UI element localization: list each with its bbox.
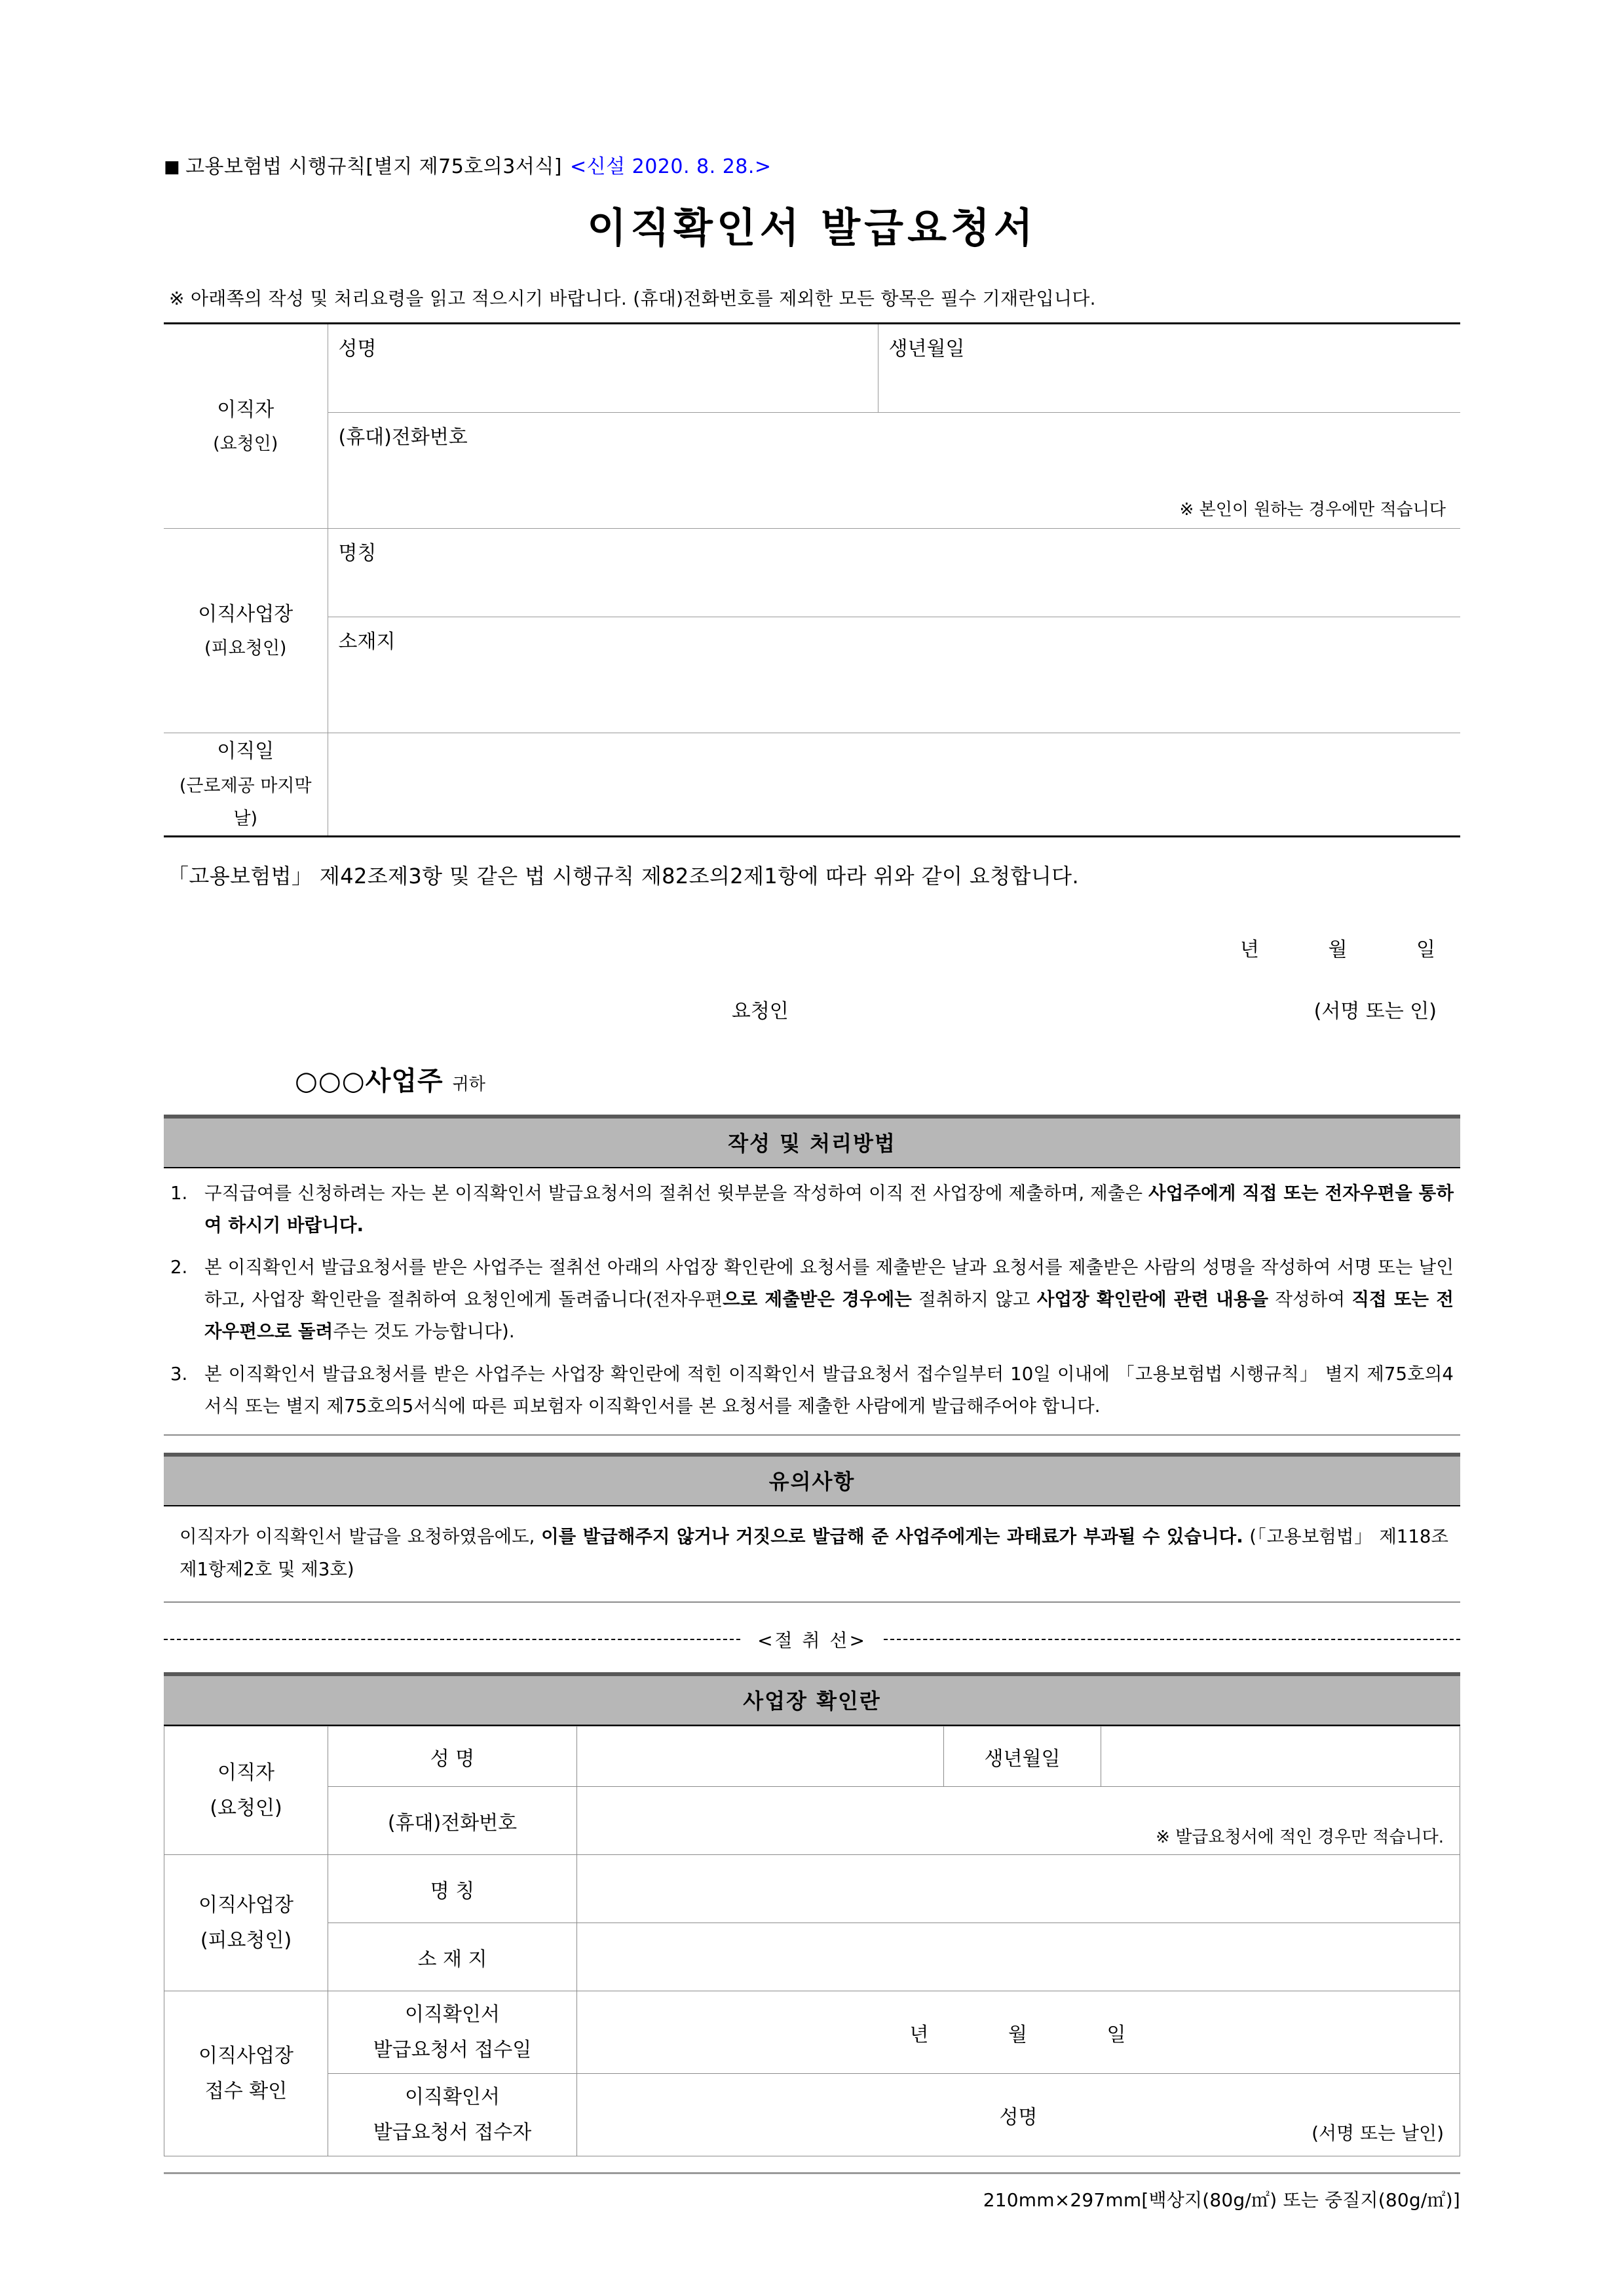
separation-sub-label: (근로제공 마지막 날): [179, 775, 312, 829]
confirm-receipt-date-label-cell: [328, 1991, 577, 2074]
confirm-workplace-label: 이직사업장: [198, 1893, 293, 1917]
list-item: [170, 1252, 1454, 1348]
applicant-phone-note: ※ 본인이 원하는 경우에만 적습니다: [1179, 500, 1446, 520]
confirm-receipt-date-label-line2: 발급요청서 접수일: [373, 2038, 532, 2061]
confirm-applicant-birth-label: 생년월일: [984, 1747, 1061, 1770]
caution-text: 이직자가 이직확인서 발급을 요청하였음에도, 이를 발급해주지 않거나 거짓으로 발급해 준 사업주에게는 과태료가 부과될 수 있습니다. (「고용보험법」 제118조제1항제2호 및 제3호): [164, 1506, 1460, 1603]
workplace-address-cell[interactable]: [328, 617, 1460, 733]
confirm-applicant-name-input[interactable]: [577, 1727, 944, 1787]
date-month-label: 월: [1328, 938, 1349, 961]
confirm-receipt-person-label-line2: 발급요청서 접수자: [373, 2120, 532, 2144]
section-header-method: 작성 및 처리방법: [164, 1115, 1460, 1168]
instruction-text: 본 이직확인서 발급요청서를 받은 사업주는 절취선 아래의 사업장 확인란에 요청서를 제출받은 날과 요청서를 제출받은 사람의 성명을 작성하여 서명 또는 날인하고, 사업장 확인란을 절취하여 요청인에게 돌려줍니다(전자우편으로 제출받은 경우에는 절취하지 않고 사업장 확인란에 관련 내용을 작성하여 직접 또는 전자우편으로 돌려주는 것도 가능합니다).: [204, 1257, 1454, 1343]
form-code-text: 고용보험법 시행규칙[별지 제75호의3서식]: [185, 155, 562, 178]
row-label-applicant: [164, 324, 328, 529]
receipt-person-name-label: 성명: [999, 2105, 1038, 2129]
form-code-line: [164, 157, 1460, 177]
applicant-name-cell[interactable]: [328, 324, 878, 413]
workplace-sub-label: (피요청인): [204, 638, 287, 659]
cut-line-dash-left: [164, 1639, 740, 1640]
applicant-birth-cell[interactable]: [878, 324, 1460, 413]
date-day-label: 일: [1416, 938, 1437, 961]
confirm-workplace-name-label: 명 칭: [430, 1879, 475, 1903]
confirm-receipt-person-label-line1: 이직확인서: [405, 2085, 500, 2109]
confirm-receipt-person-label-cell: [328, 2074, 577, 2156]
paper-spec-text-c: )]: [1445, 2189, 1460, 2211]
confirm-receipt-sub-label: 접수 확인: [204, 2079, 288, 2103]
instruction-number: 3.: [170, 1364, 188, 1385]
row-label-separation-date: [164, 733, 328, 836]
confirm-row-label-applicant: [164, 1727, 328, 1855]
separation-date-cell[interactable]: [328, 733, 1460, 836]
workplace-name-cell[interactable]: [328, 529, 1460, 617]
section-header-caution: 유의사항: [164, 1453, 1460, 1506]
instruction-number: 2.: [170, 1257, 188, 1278]
cut-line: [164, 1626, 1460, 1653]
statute-sentence: 「고용보험법」 제42조제3항 및 같은 법 시행규칙 제82조의2제1항에 따라 위와 같이 요청합니다.: [168, 863, 1080, 889]
confirm-receipt-person-input[interactable]: [577, 2074, 1460, 2156]
confirm-workplace-address-label: 소 재 지: [417, 1947, 487, 1971]
confirm-applicant-phone-label-cell: [328, 1787, 577, 1855]
instruction-text: 본 이직확인서 발급요청서를 받은 사업주는 사업장 확인란에 적힌 이직확인서 발급요청서 접수일부터 10일 이내에 「고용보험법 시행규칙」 별지 제75호의4서식 또는 별지 제75호의5서식에 따른 피보험자 이직확인서를 본 요청서를 제출한 사람에게 발급해주어야 합니다.: [204, 1364, 1454, 1417]
confirm-row-label-workplace: [164, 1855, 328, 1991]
date-line: [164, 933, 1460, 962]
paper-spec-footer: [164, 2172, 1460, 2212]
confirm-applicant-birth-label-cell: [944, 1727, 1101, 1787]
confirm-workplace-name-input[interactable]: [577, 1855, 1460, 1923]
receipt-day-label: 일: [1106, 2023, 1127, 2046]
confirm-applicant-phone-note: ※ 발급요청서에 적인 경우만 적습니다.: [1156, 1827, 1444, 1848]
confirm-workplace-name-label-cell: [328, 1855, 577, 1923]
confirm-workplace-sub-label: (피요청인): [200, 1928, 292, 1952]
page-title: 이직확인서 발급요청서: [587, 204, 1037, 252]
separation-label: 이직일: [217, 740, 274, 763]
confirm-receipt-label: 이직사업장: [198, 2044, 293, 2067]
addressee-honorific: 귀하: [452, 1074, 485, 1094]
workplace-confirmation-table: [164, 1726, 1460, 2156]
applicant-request-table: [164, 322, 1460, 837]
instruction-text: 구직급여를 신청하려는 자는 본 이직확인서 발급요청서의 절취선 윗부분을 작성하여 이직 전 사업장에 제출하며, 제출은 사업주에게 직접 또는 전자우편을 통하여 하시기 바랍니다.: [204, 1182, 1454, 1236]
instruction-number: 1.: [170, 1182, 188, 1204]
list-item: [170, 1358, 1454, 1423]
paper-spec-unit-1: ㎡: [1251, 2189, 1270, 2211]
addressee-line: [295, 1060, 1460, 1098]
workplace-name-label: 명칭: [338, 542, 377, 565]
confirm-applicant-sub-label: (요청인): [210, 1796, 282, 1820]
paper-spec-text-a: 210mm×297mm[백상지(80g/: [983, 2189, 1252, 2211]
confirm-applicant-phone-label: (휴대)전화번호: [387, 1811, 518, 1835]
confirm-workplace-address-label-cell: [328, 1923, 577, 1991]
confirm-workplace-address-input[interactable]: [577, 1923, 1460, 1991]
signature-mark-label: (서명 또는 인): [1313, 999, 1437, 1023]
receipt-month-label: 월: [1008, 2023, 1029, 2046]
confirm-receipt-date-input[interactable]: [577, 1991, 1460, 2074]
requester-label: 요청인: [731, 999, 789, 1023]
confirm-applicant-phone-input[interactable]: [577, 1787, 1460, 1855]
cut-line-label: <절 취 선>: [757, 1630, 867, 1652]
confirm-row-label-receipt: [164, 1991, 328, 2156]
confirm-applicant-label: 이직자: [217, 1761, 274, 1784]
addressee-name: ○○○사업주: [295, 1065, 444, 1096]
confirm-applicant-birth-input[interactable]: [1101, 1727, 1460, 1787]
workplace-label: 이직사업장: [198, 602, 293, 626]
confirm-applicant-name-label: 성 명: [430, 1747, 475, 1770]
receipt-year-label: 년: [909, 2023, 930, 2046]
applicant-phone-label: (휴대)전화번호: [338, 426, 468, 450]
row-label-workplace: [164, 529, 328, 733]
cut-line-dash-right: [884, 1639, 1460, 1640]
form-revision-note: <신설 2020. 8. 28.>: [570, 155, 772, 178]
applicant-label: 이직자: [217, 398, 274, 421]
paper-spec-text-b: ) 또는 중질지(80g/: [1270, 2189, 1427, 2211]
applicant-birth-label: 생년월일: [888, 337, 965, 361]
section-header-workplace-confirmation: 사업장 확인란: [164, 1672, 1460, 1726]
workplace-address-label: 소재지: [338, 630, 396, 654]
date-year-label: 년: [1239, 938, 1260, 961]
top-notice: ※ 아래쪽의 작성 및 처리요령을 읽고 적으시기 바랍니다. (휴대)전화번호를 제외한 모든 항목은 필수 기재란입니다.: [169, 288, 1096, 310]
applicant-sub-label: (요청인): [213, 434, 278, 455]
instruction-list: [164, 1168, 1460, 1436]
paper-spec-unit-2: ㎡: [1427, 2189, 1446, 2211]
signature-line: [164, 995, 1460, 1026]
receipt-signature-mark-label: (서명 또는 날인): [1312, 2122, 1444, 2145]
confirm-receipt-date-label-line1: 이직확인서: [405, 2002, 500, 2026]
applicant-phone-cell[interactable]: [328, 413, 1460, 529]
list-item: [170, 1177, 1454, 1242]
square-bullet-icon: ■: [164, 157, 181, 177]
applicant-name-label: 성명: [338, 337, 377, 361]
confirm-applicant-name-label-cell: [328, 1727, 577, 1787]
